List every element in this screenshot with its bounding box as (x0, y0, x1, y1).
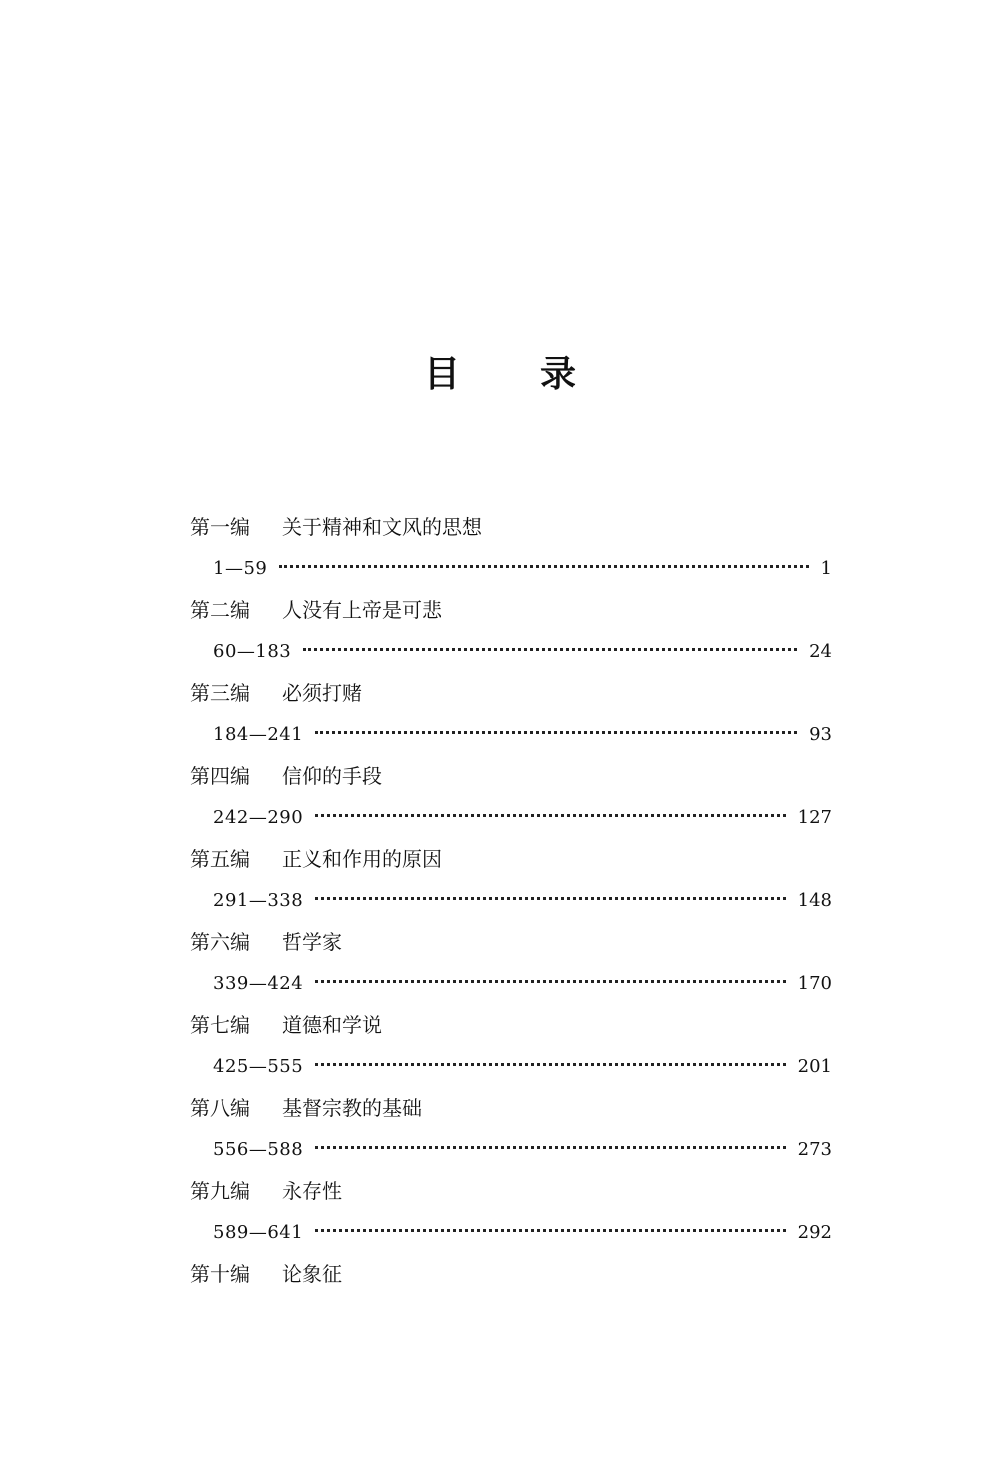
toc-entry[interactable] (190, 1046, 832, 1088)
part-number: 第十编 (190, 1262, 250, 1286)
toc-part-heading[interactable] (190, 1254, 832, 1295)
dot-leader (303, 648, 797, 651)
dot-leader (279, 565, 808, 568)
dot-leader (315, 980, 785, 983)
part-title: 正义和作用的原因 (282, 847, 442, 871)
part-title: 基督宗教的基础 (282, 1096, 422, 1120)
page-number: 93 (809, 724, 832, 745)
dot-leader (315, 1229, 785, 1232)
part-number: 第五编 (190, 847, 250, 871)
dot-leader (315, 1146, 785, 1149)
part-title: 信仰的手段 (282, 764, 382, 788)
toc-part-heading[interactable] (190, 1171, 832, 1212)
page-number: 201 (797, 1056, 832, 1077)
page-title (0, 350, 1000, 400)
toc-part-heading[interactable] (190, 1088, 832, 1129)
toc-entry[interactable] (190, 548, 832, 590)
part-title: 道德和学说 (282, 1013, 382, 1037)
page-number: 273 (797, 1139, 832, 1160)
dot-leader (315, 897, 785, 900)
toc-entry[interactable] (190, 1129, 832, 1171)
fragment-range: 1—59 (213, 558, 268, 579)
dot-leader (315, 731, 797, 734)
toc-entry[interactable] (190, 797, 832, 839)
part-number: 第一编 (190, 515, 250, 539)
part-number: 第三编 (190, 681, 250, 705)
part-number: 第七编 (190, 1013, 250, 1037)
part-title: 永存性 (282, 1179, 342, 1203)
fragment-range: 242—290 (213, 807, 304, 828)
title-char-2: 录 (540, 354, 577, 395)
fragment-range: 184—241 (213, 724, 304, 745)
part-title: 哲学家 (282, 930, 342, 954)
part-number: 第二编 (190, 598, 250, 622)
page-number: 148 (797, 890, 832, 911)
toc-entry[interactable] (190, 1212, 832, 1254)
toc-part-heading[interactable] (190, 756, 832, 797)
page-number: 1 (820, 558, 832, 579)
toc-entry[interactable] (190, 714, 832, 756)
toc-part-heading[interactable] (190, 590, 832, 631)
page-number: 292 (797, 1222, 832, 1243)
part-title: 人没有上帝是可悲 (282, 598, 442, 622)
part-title: 关于精神和文风的思想 (282, 515, 482, 539)
table-of-contents (190, 507, 832, 1295)
toc-part-heading[interactable] (190, 1005, 832, 1046)
dot-leader (315, 814, 785, 817)
toc-part-heading[interactable] (190, 922, 832, 963)
fragment-range: 291—338 (213, 890, 304, 911)
fragment-range: 425—555 (213, 1056, 304, 1077)
part-number: 第九编 (190, 1179, 250, 1203)
dot-leader (315, 1063, 785, 1066)
part-title: 论象征 (282, 1262, 342, 1286)
toc-entry[interactable] (190, 963, 832, 1005)
fragment-range: 556—588 (213, 1139, 304, 1160)
fragment-range: 60—183 (213, 641, 292, 662)
fragment-range: 339—424 (213, 973, 304, 994)
toc-entry[interactable] (190, 880, 832, 922)
page-number: 127 (797, 807, 832, 828)
part-number: 第八编 (190, 1096, 250, 1120)
toc-part-heading[interactable] (190, 507, 832, 548)
toc-part-heading[interactable] (190, 673, 832, 714)
title-char-1: 目 (423, 354, 460, 395)
part-number: 第六编 (190, 930, 250, 954)
toc-part-heading[interactable] (190, 839, 832, 880)
part-number: 第四编 (190, 764, 250, 788)
toc-entry[interactable] (190, 631, 832, 673)
fragment-range: 589—641 (213, 1222, 304, 1243)
part-title: 必须打赌 (282, 681, 362, 705)
page-number: 24 (809, 641, 832, 662)
page-number: 170 (797, 973, 832, 994)
